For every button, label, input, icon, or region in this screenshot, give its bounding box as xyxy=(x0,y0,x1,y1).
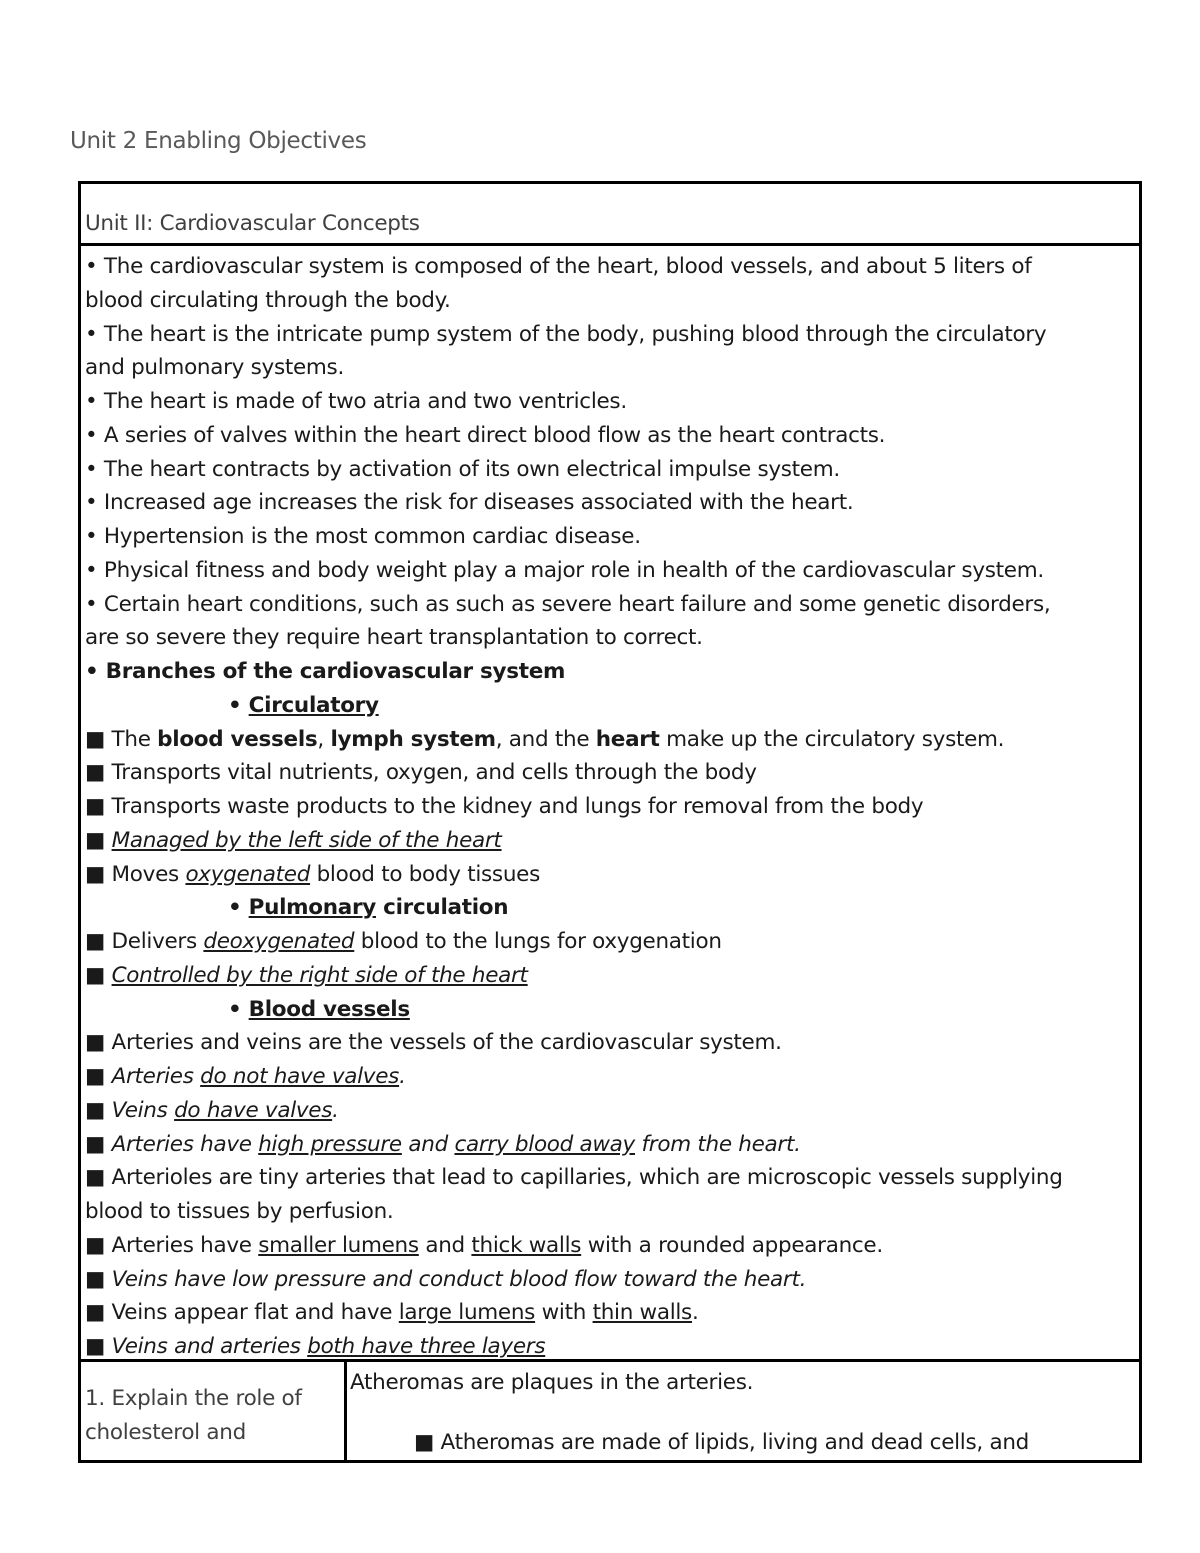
text-run: ■ Delivers xyxy=(85,929,204,954)
objectives-table xyxy=(78,181,1142,1463)
content-line xyxy=(85,1026,1137,1060)
text-run: with xyxy=(535,1300,593,1326)
text-run: • Certain heart conditions, such as such as severe heart failure and some genetic disorders, xyxy=(85,591,1051,617)
content-line xyxy=(85,723,1137,757)
answer-cell xyxy=(350,1362,1139,1464)
content-cell xyxy=(85,250,1137,1364)
text-run: Veins xyxy=(111,1097,175,1123)
text-run: blood to body tissues xyxy=(310,861,540,887)
content-line xyxy=(85,959,1137,993)
text-run: ■ xyxy=(85,1097,112,1123)
text-run: • The heart is made of two atria and two ventricles. xyxy=(85,389,627,414)
text-run: Arteries have xyxy=(111,1131,259,1157)
text-run: Veins and arteries xyxy=(111,1334,308,1359)
text-run: ■ xyxy=(85,1131,112,1157)
content-line xyxy=(85,1229,1137,1263)
content-line xyxy=(85,1161,1137,1195)
text-run: ■ Transports waste products to the kidney and lungs for removal from the body xyxy=(85,794,924,819)
text-run: • Physical fitness and body weight play a major role in health of the cardiovascular system. xyxy=(85,557,1044,583)
objective-text: 1. Explain the role of xyxy=(85,1386,302,1411)
content-line xyxy=(85,1263,1137,1297)
text-run: Blood vessels xyxy=(248,996,410,1022)
text-run: blood circulating through the body. xyxy=(85,287,451,313)
text-run: ■ xyxy=(85,1064,112,1089)
content-line xyxy=(85,1094,1137,1128)
text-run: heart xyxy=(595,726,660,752)
content-line xyxy=(85,790,1137,824)
content-line xyxy=(85,621,1137,655)
content-line xyxy=(85,891,1137,925)
content-line xyxy=(85,689,1137,723)
text-run: ■ xyxy=(85,827,112,853)
text-run: and xyxy=(418,1232,472,1258)
table-row xyxy=(81,1359,1139,1460)
content-line xyxy=(85,453,1137,487)
content-line xyxy=(85,1296,1137,1330)
text-run: blood to tissues by perfusion. xyxy=(85,1199,394,1224)
text-run: and pulmonary systems. xyxy=(85,355,344,381)
content-line xyxy=(85,385,1137,419)
text-run: ■ xyxy=(85,1334,112,1359)
text-run: large lumens xyxy=(398,1300,536,1326)
text-run: . xyxy=(332,1097,339,1123)
text-run: • Branches of the cardiovascular system xyxy=(85,659,566,684)
text-run: thin walls xyxy=(592,1300,692,1326)
text-run: high pressure xyxy=(258,1131,402,1157)
text-run: ■ xyxy=(85,962,112,988)
text-run: and xyxy=(401,1131,455,1157)
content-line xyxy=(85,588,1137,622)
text-run: blood to the lungs for oxygenation xyxy=(354,929,722,954)
text-run: are so severe they require heart transplantation to correct. xyxy=(85,625,703,651)
text-run: ■ Arteries have xyxy=(85,1232,259,1258)
content-line xyxy=(85,993,1137,1027)
text-run: ■ Transports vital nutrients, oxygen, and cells through the body xyxy=(85,760,757,786)
text-run: • The heart contracts by activation of its own electrical impulse system. xyxy=(85,456,840,482)
text-run: . xyxy=(399,1064,406,1089)
content-line xyxy=(85,250,1137,284)
text-run: ■ Moves xyxy=(85,861,186,887)
objective-text: cholesterol and xyxy=(85,1419,246,1445)
text-run: Veins have low pressure and conduct blood flow toward the heart. xyxy=(111,1266,807,1292)
content-line xyxy=(85,1128,1137,1162)
content-line xyxy=(85,824,1137,858)
text-run: circulation xyxy=(375,895,509,921)
text-run: , xyxy=(317,726,331,752)
document-title: Unit 2 Enabling Objectives xyxy=(70,128,367,154)
text-run: • Increased age increases the risk for diseases associated with the heart. xyxy=(85,490,854,516)
content-line xyxy=(85,925,1137,959)
content-line xyxy=(85,351,1137,385)
text-run: oxygenated xyxy=(185,861,311,887)
objective-cell xyxy=(81,1362,347,1460)
table-header-row xyxy=(81,184,1139,246)
text-run: thick walls xyxy=(471,1232,582,1258)
text-run: smaller lumens xyxy=(258,1232,419,1258)
text-run: do not have valves xyxy=(200,1064,400,1089)
content-line xyxy=(85,284,1137,318)
content-line xyxy=(85,419,1137,453)
text-run: ■ Arteries and veins are the vessels of the cardiovascular system. xyxy=(85,1030,782,1056)
text-run: make up the circulatory system. xyxy=(659,726,1005,752)
text-run: • A series of valves within the heart direct blood flow as the heart contracts. xyxy=(85,422,886,448)
text-run: ■ Veins appear flat and have xyxy=(85,1300,399,1326)
content-line xyxy=(85,486,1137,520)
text-run: lymph system xyxy=(330,726,496,752)
content-line xyxy=(85,858,1137,892)
text-run: both have three layers xyxy=(307,1334,546,1359)
text-run: Managed by the left side of the heart xyxy=(111,827,502,853)
text-run: deoxygenated xyxy=(203,929,355,954)
text-run: with a rounded appearance. xyxy=(581,1232,883,1258)
content-line xyxy=(85,1195,1137,1229)
text-run: . xyxy=(691,1300,699,1326)
content-line xyxy=(85,756,1137,790)
text-run: • The heart is the intricate pump system of the body, pushing blood through the circulatory xyxy=(85,321,1047,347)
text-run: • xyxy=(228,996,249,1022)
text-run: , and the xyxy=(495,726,596,752)
text-run: • xyxy=(228,895,249,921)
text-run: Controlled by the right side of the heart xyxy=(111,962,528,988)
text-run: ■ Arterioles are tiny arteries that lead to capillaries, which are microscopic vessels supplying xyxy=(85,1165,1063,1191)
text-run: Circulatory xyxy=(248,692,379,718)
text-run: blood vessels xyxy=(157,726,318,752)
content-line xyxy=(85,1060,1137,1094)
answer-text: Atheromas are plaques in the arteries. xyxy=(350,1370,754,1395)
text-run: • Hypertension is the most common cardiac disease. xyxy=(85,524,641,549)
content-line xyxy=(85,554,1137,588)
text-run: • The cardiovascular system is composed of the heart, blood vessels, and about 5 liters of xyxy=(85,254,1032,279)
text-run: Arteries xyxy=(111,1064,201,1089)
text-run: • xyxy=(228,692,249,718)
table-header: Unit II: Cardiovascular Concepts xyxy=(85,211,420,236)
text-run: ■ The xyxy=(85,726,158,752)
text-run: ■ xyxy=(85,1266,112,1292)
text-run: carry blood away xyxy=(454,1131,635,1157)
content-line xyxy=(85,655,1137,689)
content-line xyxy=(85,520,1137,554)
text-run: do have valves xyxy=(174,1097,333,1123)
answer-text: ■ Atheromas are made of lipids, living and dead cells, and xyxy=(414,1429,1029,1455)
text-run: from the heart. xyxy=(635,1131,801,1157)
text-run: Pulmonary xyxy=(248,895,376,921)
content-line xyxy=(85,318,1137,352)
